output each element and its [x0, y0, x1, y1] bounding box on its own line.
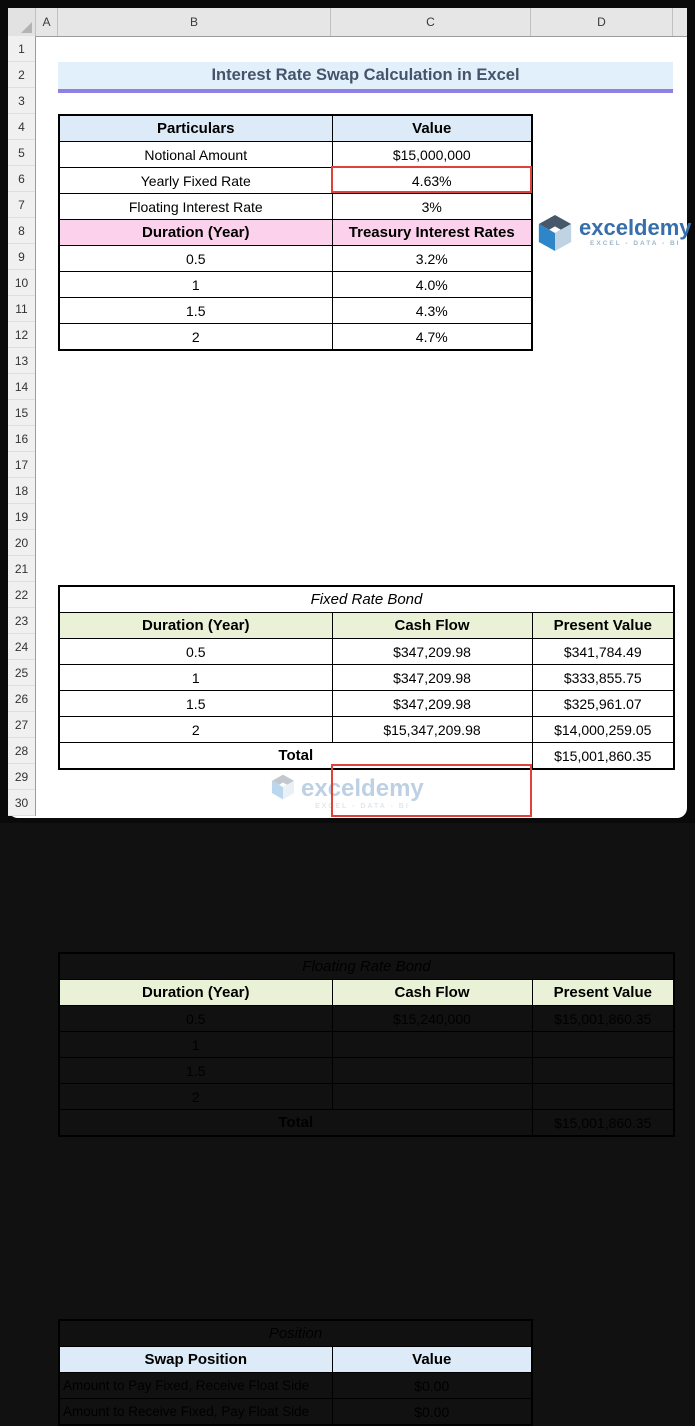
cell[interactable]: $14,000,259.05 — [532, 717, 674, 743]
cell-yearly-fixed-rate-label[interactable]: Yearly Fixed Rate — [59, 168, 332, 194]
inputs-header-value[interactable]: Value — [332, 115, 532, 142]
row-number[interactable]: 2 — [8, 62, 35, 88]
cell-yearly-fixed-rate-value[interactable]: 4.63% — [332, 168, 532, 194]
row-number[interactable]: 18 — [8, 478, 35, 504]
exceldemy-watermark — [270, 774, 424, 810]
row-number[interactable]: 21 — [8, 556, 35, 582]
row-number[interactable]: 29 — [8, 764, 35, 790]
select-all-triangle-icon — [21, 22, 32, 33]
row-number[interactable]: 11 — [8, 296, 35, 322]
cell[interactable] — [332, 1084, 532, 1110]
exceldemy-cube-icon — [270, 774, 296, 800]
duration-header[interactable]: Duration (Year) — [59, 220, 332, 246]
column-header-d[interactable]: D — [531, 8, 673, 36]
cell[interactable] — [532, 1058, 674, 1084]
cell[interactable]: $347,209.98 — [332, 665, 532, 691]
inputs-header-particulars[interactable]: Particulars — [59, 115, 332, 142]
fixed-header-duration[interactable]: Duration (Year) — [59, 613, 332, 639]
row-number[interactable]: 30 — [8, 790, 35, 816]
cell[interactable]: 1.5 — [59, 298, 332, 324]
cell[interactable]: $347,209.98 — [332, 691, 532, 717]
brand-tagline: EXCEL - DATA - BI — [314, 803, 410, 810]
cell[interactable]: 1 — [59, 1032, 332, 1058]
column-header-b[interactable]: B — [58, 8, 331, 36]
column-header-partial[interactable] — [673, 8, 686, 36]
floating-header-cash-flow[interactable]: Cash Flow — [332, 980, 532, 1006]
floating-header-duration[interactable]: Duration (Year) — [59, 980, 332, 1006]
cell-pay-fixed-label[interactable]: Amount to Pay Fixed, Receive Float Side — [59, 1373, 332, 1399]
cell[interactable]: 0.5 — [59, 246, 332, 272]
select-all-corner[interactable] — [8, 8, 36, 36]
cell-notional-amount-label[interactable]: Notional Amount — [59, 142, 332, 168]
sheet-title-cell[interactable]: Interest Rate Swap Calculation in Excel — [58, 62, 673, 93]
floating-header-present-value[interactable]: Present Value — [532, 980, 674, 1006]
fixed-rate-bond-table — [58, 585, 675, 770]
row-number[interactable]: 23 — [8, 608, 35, 634]
cell[interactable] — [532, 1032, 674, 1058]
treasury-rates-header[interactable]: Treasury Interest Rates — [332, 220, 532, 246]
row-number[interactable]: 13 — [8, 348, 35, 374]
cell-floating-interest-rate-label[interactable]: Floating Interest Rate — [59, 194, 332, 220]
cell[interactable]: 1.5 — [59, 1058, 332, 1084]
cell[interactable] — [332, 1058, 532, 1084]
row-number[interactable]: 24 — [8, 634, 35, 660]
cell-notional-amount-value[interactable]: $15,000,000 — [332, 142, 532, 168]
cell[interactable]: $325,961.07 — [532, 691, 674, 717]
row-number[interactable]: 20 — [8, 530, 35, 556]
cell[interactable]: $333,855.75 — [532, 665, 674, 691]
floating-rate-bond-table — [58, 952, 675, 1137]
column-header-a[interactable]: A — [36, 8, 58, 36]
row-number[interactable]: 22 — [8, 582, 35, 608]
row-number[interactable]: 7 — [8, 192, 35, 218]
cell-receive-fixed-value[interactable]: $0.00 — [332, 1399, 532, 1426]
row-number[interactable]: 10 — [8, 270, 35, 296]
inputs-table — [58, 114, 533, 351]
cell[interactable]: 1 — [59, 272, 332, 298]
cell[interactable]: $341,784.49 — [532, 639, 674, 665]
cell[interactable]: $15,001,860.35 — [532, 1006, 674, 1032]
cell[interactable]: 1.5 — [59, 691, 332, 717]
cell[interactable]: 1 — [59, 665, 332, 691]
floating-rate-bond-title[interactable]: Floating Rate Bond — [59, 953, 674, 980]
cell[interactable]: 2 — [59, 324, 332, 351]
cell[interactable] — [332, 1032, 532, 1058]
spreadsheet — [8, 8, 692, 1420]
fixed-total-value[interactable]: $15,001,860.35 — [532, 743, 674, 770]
fixed-rate-bond-title[interactable]: Fixed Rate Bond — [59, 586, 674, 613]
row-number[interactable]: 26 — [8, 686, 35, 712]
position-table — [58, 1319, 533, 1426]
brand-name: exceldemy — [579, 215, 692, 240]
row-number[interactable]: 5 — [8, 140, 35, 166]
row-number[interactable]: 19 — [8, 504, 35, 530]
cell[interactable]: 4.7% — [332, 324, 532, 351]
brand-name: exceldemy — [301, 775, 424, 802]
row-number[interactable]: 16 — [8, 426, 35, 452]
exceldemy-logo — [536, 214, 692, 252]
cell[interactable]: 0.5 — [59, 639, 332, 665]
floating-total-value[interactable]: $15,001,860.35 — [532, 1110, 674, 1137]
swap-value-header[interactable]: Value — [332, 1347, 532, 1373]
exceldemy-cube-icon — [536, 214, 574, 252]
row-number[interactable]: 1 — [8, 36, 35, 62]
row-number[interactable]: 27 — [8, 712, 35, 738]
cell-pay-fixed-value[interactable]: $0.00 — [332, 1373, 532, 1399]
row-number[interactable]: 28 — [8, 738, 35, 764]
cell[interactable] — [532, 1084, 674, 1110]
row-number[interactable]: 15 — [8, 400, 35, 426]
position-title[interactable]: Position — [59, 1320, 532, 1347]
row-number[interactable]: 4 — [8, 114, 35, 140]
column-header-c[interactable]: C — [331, 8, 531, 36]
row-number-gutter — [8, 36, 36, 816]
cell[interactable]: $15,347,209.98 — [332, 717, 532, 743]
cell[interactable]: 2 — [59, 717, 332, 743]
cell[interactable]: 3.2% — [332, 246, 532, 272]
cell-floating-interest-rate-value[interactable]: 3% — [332, 194, 532, 220]
cell[interactable]: 4.0% — [332, 272, 532, 298]
fixed-header-present-value[interactable]: Present Value — [532, 613, 674, 639]
cell[interactable]: $15,240,000 — [332, 1006, 532, 1032]
cell-receive-fixed-label[interactable]: Amount to Receive Fixed, Pay Float Side — [59, 1399, 332, 1426]
swap-position-header[interactable]: Swap Position — [59, 1347, 332, 1373]
cell[interactable]: $347,209.98 — [332, 639, 532, 665]
row-number[interactable]: 8 — [8, 218, 35, 244]
row-number[interactable]: 14 — [8, 374, 35, 400]
row-number[interactable]: 9 — [8, 244, 35, 270]
row-number[interactable]: 12 — [8, 322, 35, 348]
cell[interactable]: 0.5 — [59, 1006, 332, 1032]
brand-tagline: EXCEL - DATA - BI — [590, 240, 681, 247]
fixed-total-label[interactable]: Total — [59, 743, 532, 770]
row-number[interactable]: 3 — [8, 88, 35, 114]
fixed-header-cash-flow[interactable]: Cash Flow — [332, 613, 532, 639]
cell[interactable]: 4.3% — [332, 298, 532, 324]
row-number[interactable]: 25 — [8, 660, 35, 686]
row-number[interactable]: 17 — [8, 452, 35, 478]
column-header-row — [8, 8, 687, 37]
floating-total-label[interactable]: Total — [59, 1110, 532, 1137]
cell[interactable]: 2 — [59, 1084, 332, 1110]
row-number[interactable]: 6 — [8, 166, 35, 192]
